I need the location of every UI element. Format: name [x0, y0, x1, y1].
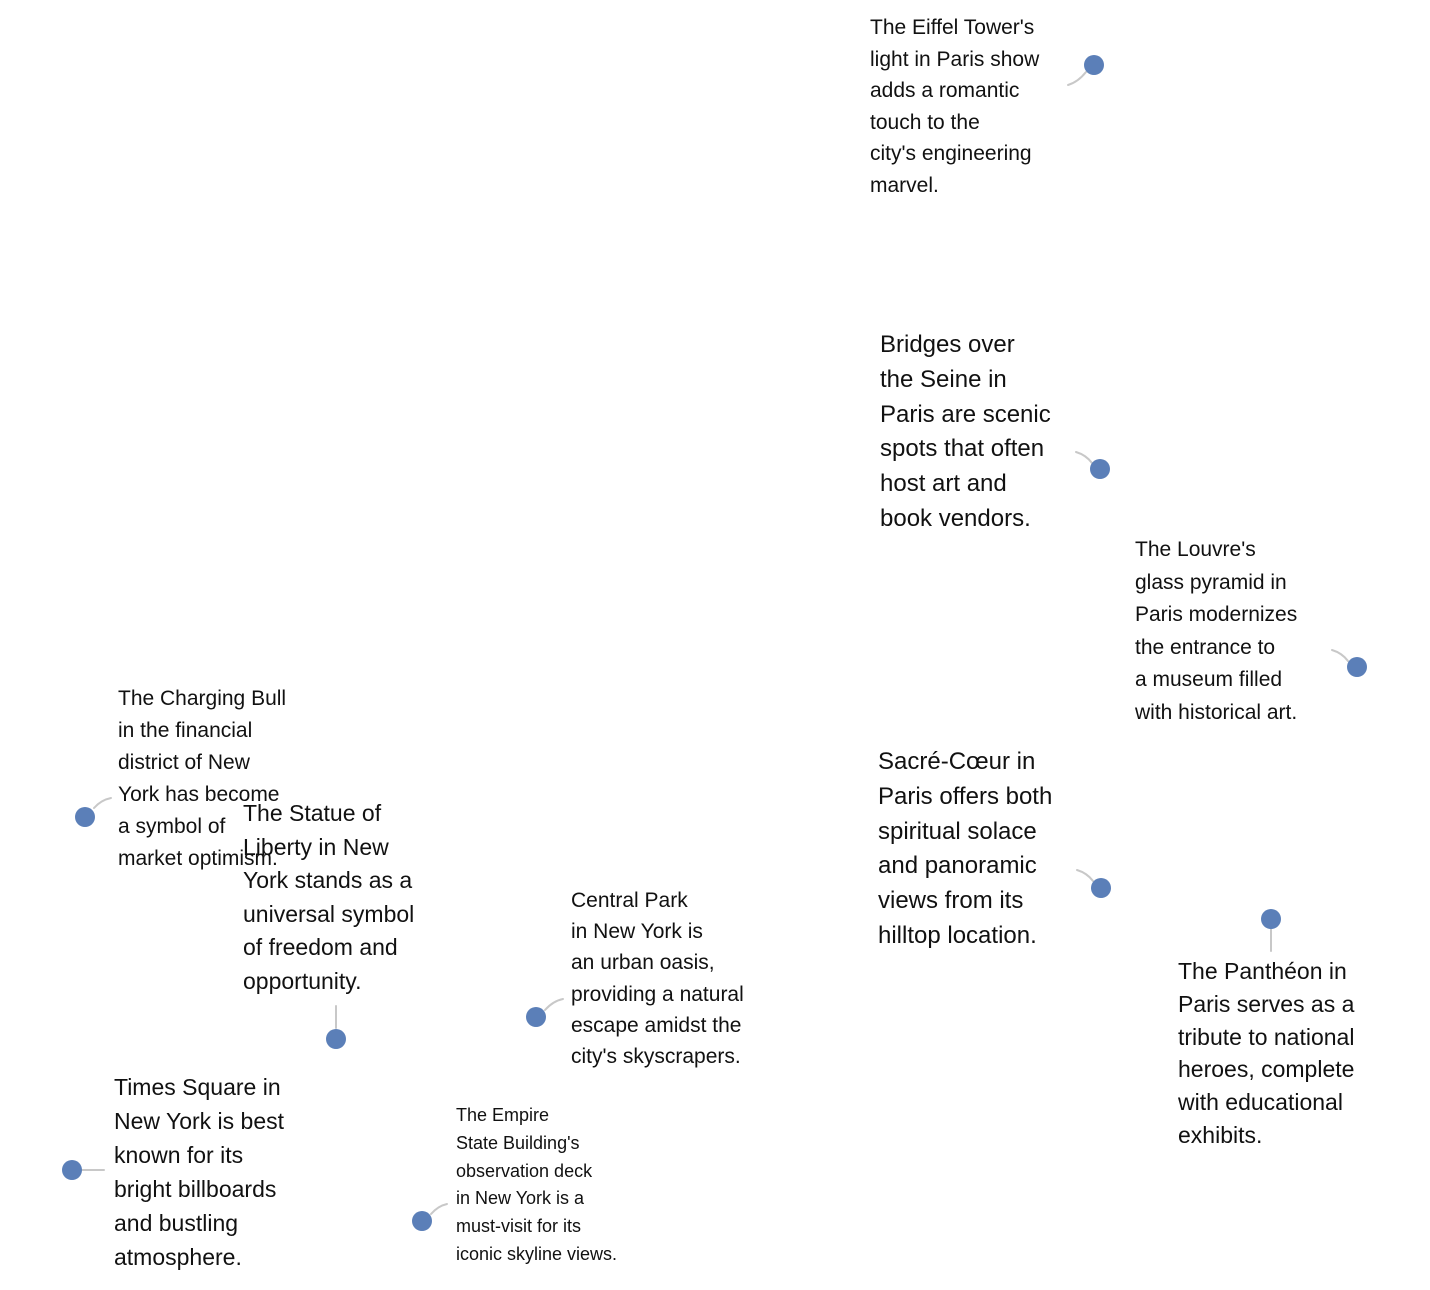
marker-dot-central-park[interactable] [526, 1007, 546, 1027]
marker-dot-sacre-coeur[interactable] [1091, 878, 1111, 898]
marker-dot-times-square[interactable] [62, 1160, 82, 1180]
label-sacre-coeur: Sacré-Cœur in Paris offers both spiritual solace and panoramic views from its hilltop location. [878, 748, 1053, 949]
label-bridges: Bridges over the Seine in Paris are scenic spots that often host art and book vendors. [880, 331, 1051, 532]
marker-dot-eiffel[interactable] [1084, 55, 1104, 75]
leader-line-charging-bull [94, 798, 111, 808]
label-statue-liberty: The Statue of Liberty in New York stands as a universal symbol of freedom and opportunity. [243, 800, 415, 994]
label-eiffel: The Eiffel Tower's light in Paris show adds a romantic touch to the city's engineering marvel. [870, 16, 1040, 197]
marker-dot-pantheon[interactable] [1261, 909, 1281, 929]
marker-dot-empire-state[interactable] [412, 1211, 432, 1231]
leader-line-empire-state [431, 1204, 447, 1214]
label-central-park: Central Park in New York is an urban oasis, providing a natural escape amidst the city's skyscrapers. [571, 889, 744, 1069]
leader-line-bridges [1076, 452, 1092, 463]
marker-dot-charging-bull[interactable] [75, 807, 95, 827]
leader-line-eiffel [1068, 72, 1086, 85]
label-empire-state: The Empire State Building's observation deck in New York is a must-visit for its iconic skyline views. [456, 1105, 618, 1264]
label-charging-bull: The Charging Bull in the financial district of New York has become a symbol of market optimism. [118, 687, 287, 870]
marker-dot-bridges[interactable] [1090, 459, 1110, 479]
label-pantheon: The Panthéon in Paris serves as a tribute to national heroes, complete with educational exhibits. [1178, 958, 1355, 1148]
marker-dot-louvre[interactable] [1347, 657, 1367, 677]
label-louvre: The Louvre's glass pyramid in Paris modernizes the entrance to a museum filled with historical art. [1135, 538, 1298, 724]
leader-line-louvre [1332, 650, 1348, 661]
label-times-square: Times Square in New York is best known for its bright billboards and bustling atmosphere. [114, 1074, 285, 1270]
marker-dot-statue-liberty[interactable] [326, 1029, 346, 1049]
leader-line-sacre-coeur [1077, 870, 1093, 881]
leader-line-central-park [545, 999, 563, 1010]
